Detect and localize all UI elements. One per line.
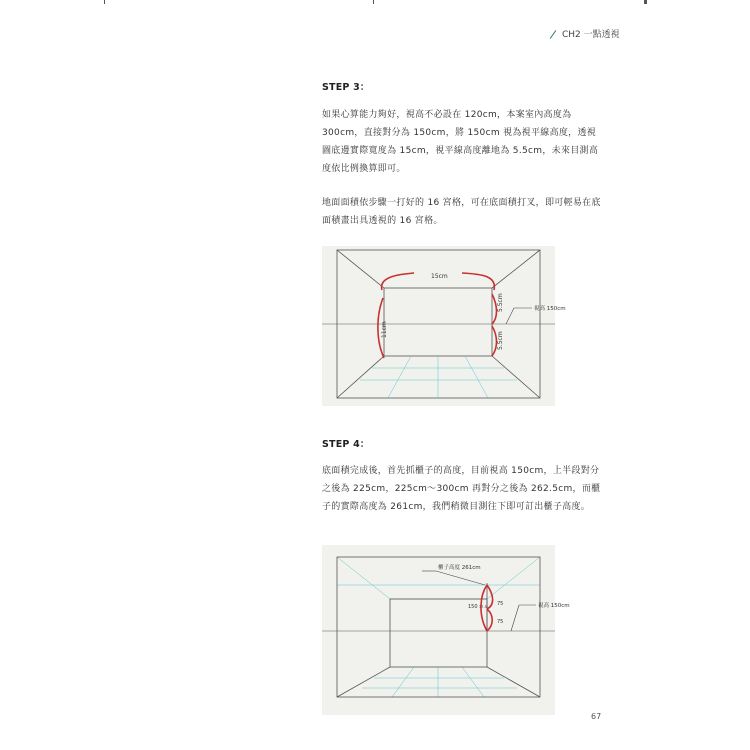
lower-half-label: 5.5cm <box>497 331 504 350</box>
chapter-header <box>548 27 620 40</box>
crop-mark <box>104 0 105 4</box>
total-label: 150 <box>468 604 478 610</box>
chapter-title: CH2 一點透視 <box>562 30 620 40</box>
step4-figure <box>322 545 570 715</box>
step4-title: STEP 4： <box>322 439 370 450</box>
eye-height-label: 視高 150cm <box>538 603 570 609</box>
step3-paragraph-2: 地面面積依步驟一打好的 16 宮格，可在底面積打叉，即可輕易在底面積畫出具透視的 16 宮格。 <box>322 198 601 226</box>
height-label: 11cm <box>381 321 388 338</box>
step3-figure <box>322 246 566 406</box>
cabinet-height-label: 櫃子高度 261cm <box>438 565 481 571</box>
upper-half-label: 5.5cm <box>497 293 504 312</box>
step3-title: STEP 3： <box>322 82 370 93</box>
upper-75-label: 75 <box>497 601 504 607</box>
step3-paragraph-1: 如果心算能力夠好，視高不必設在 120cm，本案室內高度為 300cm，直接對分為 150cm，將 150cm 視為視平線高度，透視圖底邊實際寬度為 15cm，視平線高度離地為 5.5cm，未來目測高度依比例換算即可。 <box>322 110 599 174</box>
mid-label: 37.5 <box>479 605 487 609</box>
lower-75-label: 75 <box>497 619 504 625</box>
step4-paragraph: 底面積完成後，首先抓櫃子的高度，目前視高 150cm，上半段對分之後為 225cm，225cm～300cm 再對分之後為 262.5cm，而櫃子的實際高度為 261cm，我們稍微目測往下即可訂出櫃子高度。 <box>322 466 601 512</box>
crop-mark <box>373 0 374 4</box>
crop-mark <box>644 0 647 4</box>
top-edge <box>0 0 750 4</box>
slash-icon <box>550 30 557 39</box>
width-label: 15cm <box>431 273 448 280</box>
eye-height-label: 視高 150cm <box>534 306 566 312</box>
page-number: 67 <box>591 712 602 721</box>
